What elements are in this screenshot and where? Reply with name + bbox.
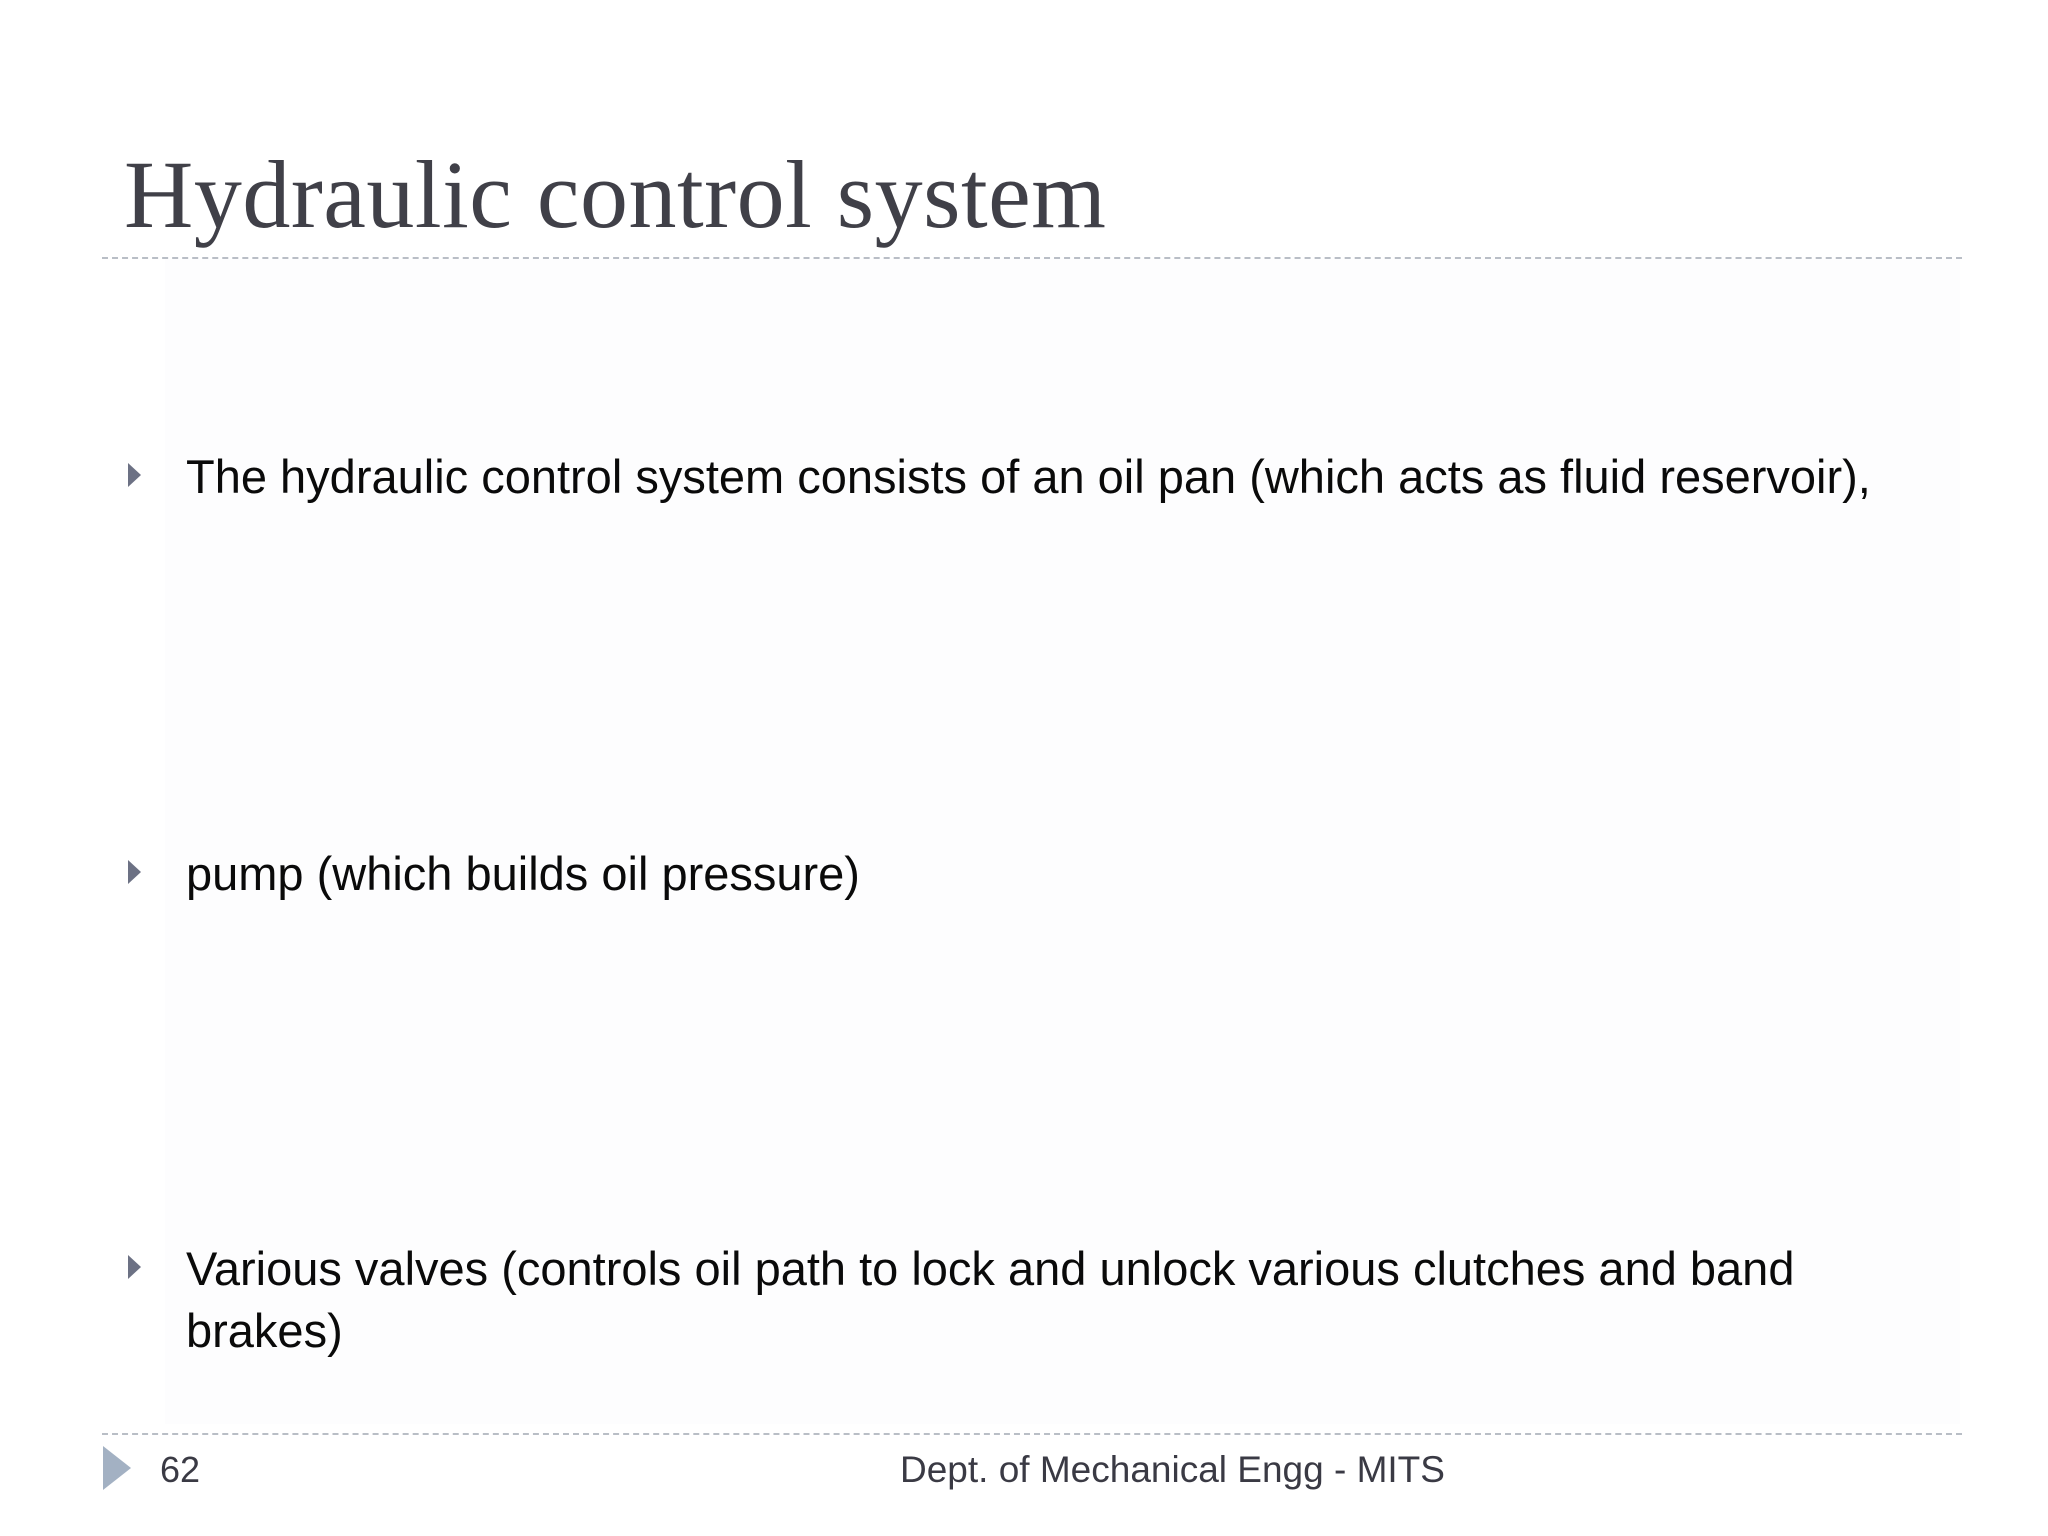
footer-divider [102, 1433, 1962, 1435]
triangle-right-icon [128, 860, 141, 884]
footer-triangle-icon [103, 1446, 131, 1490]
triangle-right-icon [128, 463, 141, 487]
triangle-right-icon [128, 1255, 141, 1279]
bullet-text: The hydraulic control system consists of an oil pan (which acts as fluid reservoir), [186, 450, 1871, 503]
page-number: 62 [160, 1449, 201, 1490]
slide-title: Hydraulic control system [124, 141, 1107, 248]
footer-department: Dept. of Mechanical Engg - MITS [900, 1449, 1445, 1490]
bullet-text: pump (which builds oil pressure) [186, 847, 860, 900]
title-divider [102, 257, 1962, 259]
bullet-text: Various valves (controls oil path to lock and unlock various clutches and band brakes) [186, 1242, 1795, 1357]
